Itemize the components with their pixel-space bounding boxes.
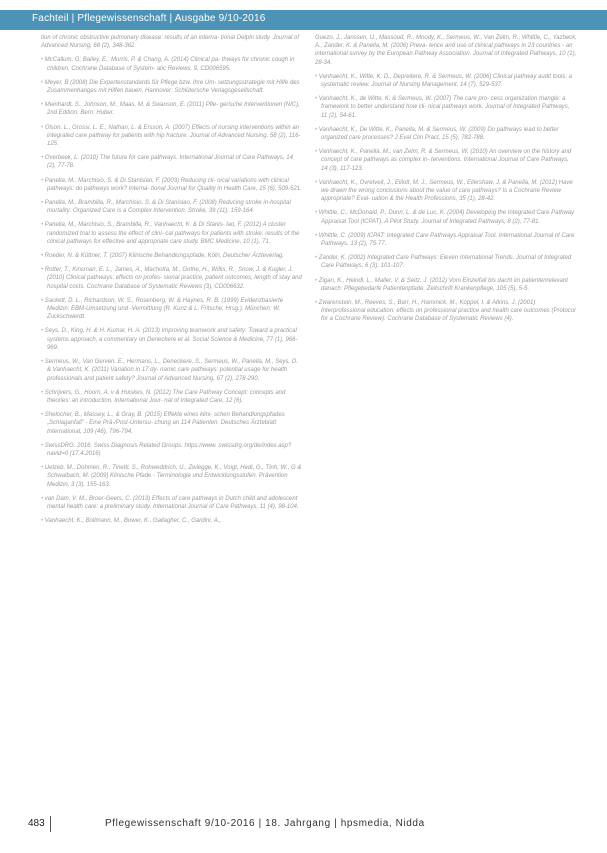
header-title: Fachteil | Pflegewissenschaft | Ausgabe 9/10-2016 <box>32 13 266 24</box>
reference-item: • Vanhaecht, K., de Witte, K. & Sermeus, W. (2007) The care pro- cess organization triangle: a framework to better understand how cli- nical pathways work. Journal of Integrated Pathways, 11 (2), 54-61. <box>315 95 577 120</box>
reference-item: • Vanhaecht, K., Bollmann, M., Bower, K., Gallagher, C., Gardini, A., <box>41 517 303 525</box>
reference-item: • Panella, M., Marchisio, S., Brambilla, R., Vanhaecht, K. & Di Stanis- lao, F. (2012) A cluster randomized trial to assess the effect of clini- cal pathways for patients with stroke: results of the clinical pathways for effective and appropriate care study. BMC Medicine, 10 (1), 71. <box>41 221 303 246</box>
reference-item: • SwissDRG. 2016. Swiss Diagnosis Related Groups. https://www. swissdrg.org/de/index.asp?navid=0 (17.4.2016) <box>41 442 303 458</box>
reference-item: • Shelocher, B., Massey, L., & Gray, B. (2015) Effekte eines klini- schen Behandlungspfades „Schlaganfall" - Eine Prä-/Post-Untersu- chung an 114 Patienten. Deutsches Ärzteblatt International, 109 (46), 796-794. <box>41 411 303 436</box>
reference-item: • Vanhaecht, K., Panella, M., van Zelm, R. & Sermeus, W. (2010) An overview on the history and concept of care pathways as complex in- terventions. International Journal of Care Pathways, 14 (3), 117-123. <box>315 148 577 173</box>
reference-item: • Schrijvers, G., Hoorn, A. v & Huiskes, N. (2012) The Care Pathway Concept: concepts and theories: an introduction. International Jour- nal of Integrated Care, 12 (6). <box>41 389 303 405</box>
reference-item: • Zigan, K., Heindl, L., Maller, V. & Seitz, J. (2012) Vom Einzelfall bis dacht im patientenrelevant danach: Pflegebedarfe Patientenpfade. Zeitschrift Krankenpflege, 105 (5), 5-5. <box>315 277 577 293</box>
reference-item: • van Dam, V. M., Broer-Geers, C. (2013) Effects of care pathways in Dutch child and adolescent mental health care: a preliminary study. International Journal of Care Pathways, 11 (4), 98-104. <box>41 495 303 511</box>
reference-item: • Whittle, C. (2009) ICPAT: Integrated Care Pathways Appraisal Tool. International Journal of Care Pathways, 13 (2), 75-77. <box>315 232 577 248</box>
reference-item: • Panella, M., Marchisio, S. & Di Stanislao, F. (2003) Reducing cli- nical variations with clinical pathways: do pathways work? Interna- tional Journal for Quality in Health Care, 15 (6), 509-521. <box>41 177 303 193</box>
reference-item: • Zwarenstein, M., Reeves, S., Barr, H., Hammick, M., Koppel, I. & Atkins, J. (2001) Interprofessional education: effects on professional practice and health care outcomes (Protocol for a Cochrane Review). Cochrane Database of Systematic Reviews (4). <box>315 299 577 324</box>
reference-item: • Rotter, T., Kinsman, E. L., James, A., Machotta, M., Gothe, H., Willis, R., Snow, J. & Kugler, J. (2010) Clinical pathways: effects on profes- sional practice, patient outcomes, length of stay and hospital costs. Cochrane Database of Systematic Reviews (3), CD006632. <box>41 266 303 291</box>
reference-item: • Seys, D., King, H. & H. Kumar, H. A. (2013) Improving teamwork and safety: Toward a practical systems approach, a commentary on Deneckere et al. Social Science & Medicine, 77 (1), 966-969. <box>41 327 303 352</box>
reference-item: • Uelzeb, M., Dohmen, R., Tinetti, S., Rohweddrich, U., Zwiegge, K., Voigt, Hedi, G., Tinh, W., G & Schwalbach, M. (2009) Klinische Pfade - Terminologie und Entwicklungsstufen. Prävention Medizin, 3 (3), 155-163. <box>41 464 303 489</box>
reference-item: • Meyer, B (2008) Die Expertenstandards für Pflege bzw. Ihre Um- setzungsstrategie mit Hilfe des Zusammenhanges mit Hilfen bauen, Hannover: Schlütersche Verlagsgesellschaft. <box>41 79 303 95</box>
reference-item: • Meinhardt, S., Johnson, M., Maas, M. & Swanson, E. (2011) Pfle- gerische Interventionen (NIC), 2nd Edition. Bern: Huber. <box>41 101 303 117</box>
page-number: 483 <box>28 818 45 829</box>
reference-continued: Guezo, J., Janssen, U., Massoud, R., Moody, K., Sermeus, W., Van Zelm, R., Whittle, C., Yazbeck, A., Zander, K. & Panella, M. (2006) Preva- lence and use of clinical pathways in 23 countries - an international survey by the European Pathway Association. Journal of Integrated Pathways, 10 (1), 28-34. <box>315 35 577 66</box>
reference-item: • Sackett, D. L., Richardson, W. S., Rosenberg, W. & Haynes, R. B. (1999) Evidenzbasierte Medizin: EBM-Umsetzung und -Vermittlung (R. Kunz & L. Fritsche, Hrsg.). München: W. Zuckschwerdt. <box>41 297 303 322</box>
reference-item: • McCallum, G; Bailey, E.; Morris, P. & Chang, A. (2014) Clinical pa- thways for chronic cough in children. Cochrane Database of System- atic Reviews, 9, CD006595. <box>41 56 303 72</box>
reference-item: • Olson, L., Grossi, L. E., Nathan, L. & Ersson, A. (2007) Effects of nursing interventions within an integrated care pathway for patients with hip fracture. Journal of Advanced Nursing, 58 (2), 116-125. <box>41 124 303 149</box>
left-reference-column <box>41 34 303 531</box>
reference-item: • Whittle, C., McDonald, P., Dunn, L. & de Luc, K. (2004) Developing the Integrated Care Pathway Appraisal Tool (ICPAT). A Pilot Study. Journal of Integrated Pathways, 8 (2), 77-81. <box>315 209 577 225</box>
reference-item: • Sermeus, W., Van Gerven, E., Hermans, L., Deneckere, S., Sermeus, W., Panella, M., Seys, D. & Vanhaecht, K. (2011) Variation in 17 dy- namic care pathways: potential usage for health professionals and patient safety? Journal of Advanced Nursing, 67 (2), 278-290. <box>41 358 303 383</box>
reference-item: • Zander, K. (2002) Integrated Care Pathways: Eleven International Trends. Journal of Integrated Care Pathways, 6 (3), 101-107. <box>315 254 577 270</box>
reference-item: • Vanhaecht, K., De Witte, K., Panella, M. & Sermeus, W. (2009) Do pathways lead to better organized care processes? J Eval Clin Pract, 15 (5), 782-788. <box>315 126 577 142</box>
reference-item: • Panella, M., Brambilla, R., Marchisio, S. & Di Stanislao, F. (2008) Reducing stroke in-hospital mortality: Organized Care is a Complex Intervention. Stroke, 39 (11), 159-164. <box>41 199 303 215</box>
page-header <box>0 0 607 30</box>
reference-item: • Vanhaecht, K., Witte, K. D., Depreitere, R. & Sermeus, W. (2006) Clinical pathway audit tools: a systematic review. Journal of Nursing Management, 14 (7), 529-537. <box>315 73 577 89</box>
reference-continued: tion of chronic obstructive pulmonary disease: results of an interna- tional Delphi study. Journal of Advanced Nursing, 68 (2), 348-362. <box>41 35 300 50</box>
footer-divider <box>50 816 51 832</box>
reference-item: • Vanhaecht, K., Ovretveit, J., Elliott, M. J., Sermeus, W., Ellershaw, J. & Panella, M. (2012) Have we drawn the wrong conclusions about the value of care pathways? Is a Cochrane Review appropriate? Eval- uation & the Health Professions, 35 (1), 28-42. <box>315 179 577 204</box>
footer-journal-info: Pflegewissenschaft 9/10-2016 | 18. Jahrgang | hpsmedia, Nidda <box>105 818 425 829</box>
right-reference-column <box>315 34 577 330</box>
reference-item: • Roeder, N. & Küttner, T. (2007) Klinische Behandlungspfade, Köln, Deutscher Ärzteverlag. <box>41 252 303 260</box>
reference-item: • Overbeek, L. (2010) The future for care pathways. International Journal of Care Pathways, 14 (2), 77-78. <box>41 154 303 170</box>
page-footer <box>0 814 607 834</box>
